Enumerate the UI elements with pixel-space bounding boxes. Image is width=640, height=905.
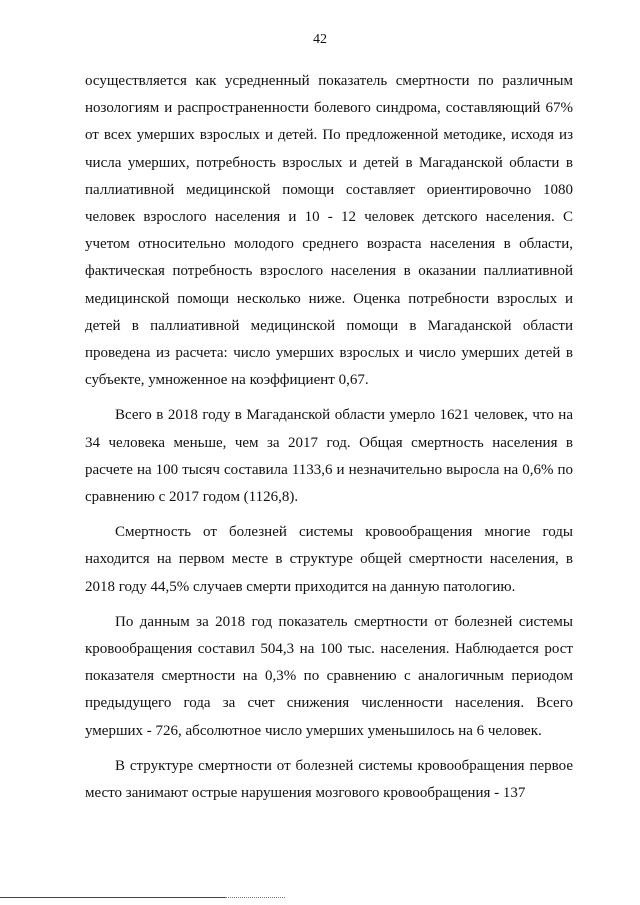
paragraph-total-mortality: Всего в 2018 году в Магаданской области умерло 1621 человек, что на 34 человека меньше, чем за 2017 год. Общая смертность населения в расчете на 100 тысяч составила 1133,6 и незначительно выросла на 0,6% по сравнению с 2017 годом (1126,8). — [85, 407, 573, 506]
page-number: 42 — [313, 32, 327, 47]
paragraph-palliative-need: осуществляется как усредненный показатель смертности по различным нозологиям и распространенности болевого синдрома, составляющий 67% от всех умерших взрослых и детей. По предложенной методике, исходя из числа умерших, потребность взрослых и детей в Магаданской области в паллиативной медицинской помощи составляет ориентировочно 1080 человек взрослого населения и 10 - 12 человек детского населения. С учетом относительно молодого среднего возраста населения в области, фактическая потребность взрослого населения в оказании паллиативной медицинской помощи несколько ниже. Оценка потребности взрослых и детей в паллиативной медицинской помощи в Магаданской области проведена из расчета: число умерших взрослых и число умерших детей в субъекте, умноженное на коэффициент 0,67. — [85, 73, 573, 389]
document-body — [85, 68, 573, 807]
paragraph-circulatory-structure: В структуре смертности от болезней системы кровообращения первое место занимают острые нарушения мозгового кровообращения - 137 — [85, 757, 573, 802]
paragraph-circulatory-mortality-rank: Смертность от болезней системы кровообращения многие годы находится на первом месте в структуре общей смертности населения, в 2018 году 44,5% случаев смерти приходится на данную патологию. — [85, 524, 573, 595]
footer-rule — [0, 897, 225, 898]
paragraph-circulatory-mortality-rate: По данным за 2018 год показатель смертности от болезней системы кровообращения составил 504,3 на 100 тыс. населения. Наблюдается рост показателя смертности на 0,3% по сравнению с аналогичным периодом предыдущего года за счет снижения численности населения. Всего умерших - 726, абсолютное число умерших уменьшилось на 6 человек. — [85, 613, 573, 739]
footer-rule-dotted — [225, 897, 285, 898]
